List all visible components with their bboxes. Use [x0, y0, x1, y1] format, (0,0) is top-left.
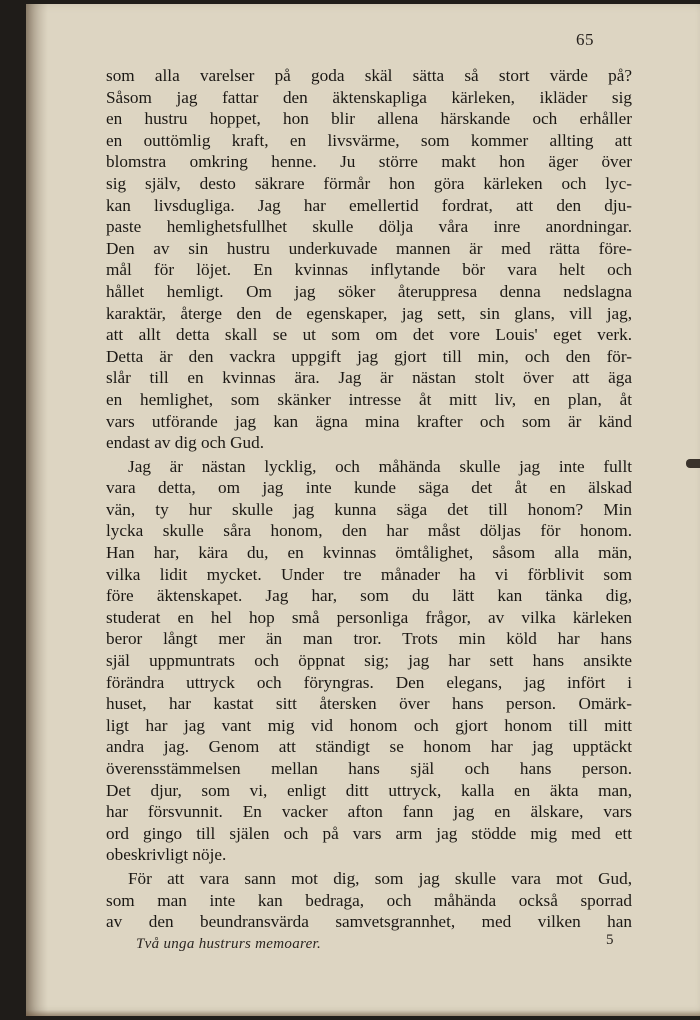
text-line: huset, har kastat sitt återsken över hans person. Omärk- — [106, 694, 632, 714]
text-line: beror långt mer än man tror. Trots min köld har hans — [106, 629, 632, 649]
text-line: Detta är den vackra uppgift jag gjort till min, och den för- — [106, 346, 632, 366]
text-line: Den av sin hustru underkuvade mannen är med rätta före- — [106, 238, 632, 258]
text-line: ord gingo till själen och på vars arm jag stödde mig med ett — [106, 823, 632, 843]
text-line: paste hemlighetsfullhet skulle dölja våra inre anordningar. — [106, 217, 632, 237]
text-line: av den beundransvärda samvetsgrannhet, med vilken han — [106, 912, 632, 932]
signature-mark: 5 — [606, 932, 614, 948]
paragraph — [106, 456, 632, 866]
text-line: mål för löjet. En kvinnas inflytande bör vara helt och — [106, 260, 632, 280]
book-page — [26, 4, 700, 1016]
text-line: som man inte kan bedraga, och måhända också sporrad — [106, 890, 632, 910]
text-line: endast av dig och Gud. — [106, 433, 264, 453]
text-line: karaktär, återge den de egenskaper, jag sett, sin glans, vill jag, — [106, 303, 632, 323]
page-edge-mark — [686, 459, 700, 468]
text-line: överensstämmelsen mellan hans själ och hans person. — [106, 759, 632, 778]
paragraph — [106, 65, 632, 454]
text-line: vars utförande jag kan ägna mina krafter och som är känd — [106, 411, 632, 431]
text-line: För att vara sann mot dig, som jag skulle vara mot Gud, — [128, 868, 632, 888]
body-text — [106, 65, 632, 933]
text-line: sig själv, desto säkrare förmår hon göra kärleken och lyc- — [106, 173, 632, 193]
text-line: själ uppmuntrats och öppnat sig; jag har sett hans ansikte — [106, 651, 632, 671]
text-line: kan livsdugliga. Jag har emellertid fordrat, att den dju- — [106, 195, 632, 215]
text-line: Jag är nästan lycklig, och måhända skulle jag inte fullt — [128, 456, 632, 476]
text-line: som alla varelser på goda skäl sätta så stort värde på? — [106, 66, 632, 85]
text-line: Såsom jag fattar den äktenskapliga kärleken, ikläder sig — [106, 87, 632, 107]
paragraph — [106, 868, 632, 933]
text-line: vara detta, om jag inte kunde säga det åt en älskad — [106, 478, 632, 498]
text-line: obeskrivligt nöje. — [106, 845, 227, 865]
text-line: ligt har jag vant mig vid honom och gjort honom till mitt — [106, 715, 632, 735]
text-line: före äktenskapet. Jag har, som du lätt kan tänka dig, — [106, 586, 632, 606]
text-line: en outtömlig kraft, en livsvärme, som kommer allting att — [106, 130, 632, 150]
text-line: förändra uttryck och föryngras. Den elegans, jag infört i — [106, 672, 632, 692]
text-line: hållet hemligt. Om jag söker återuppresa denna nedslagna — [106, 281, 632, 301]
running-footer-title: Två unga hustrurs memoarer. — [136, 936, 322, 952]
text-line: slår till en kvinnas ära. Jag är nästan stolt över att äga — [106, 368, 632, 388]
text-line: vilka lidit mycket. Under tre månader ha vi förblivit som — [106, 564, 632, 584]
text-line: Det djur, som vi, enligt ditt uttryck, kalla en äkta man, — [106, 780, 632, 800]
text-line: Han har, kära du, en kvinnas ömtålighet, såsom alla män, — [106, 543, 632, 563]
text-line: blomstra omkring henne. Ju större makt hon äger över — [106, 152, 632, 172]
text-line: lycka skulle såra honom, den har måst döljas för honom. — [106, 521, 632, 541]
text-line: studerat en hel hop små personliga frågor, av vilka kärleken — [106, 607, 632, 627]
page-bottom-edge — [26, 1010, 700, 1016]
text-line: en hustru hoppet, hon blir allena härskande och erhåller — [106, 109, 632, 129]
gutter-shadow — [26, 4, 48, 1016]
text-line: vän, ty hur skulle jag kunna säga det till honom? Min — [106, 499, 632, 519]
text-line: andra jag. Genom att ständigt se honom har jag upptäckt — [106, 737, 632, 757]
text-line: att allt detta skall se ut som om det vore Louis' eget verk. — [106, 325, 632, 345]
text-line: har försvunnit. En vacker afton fann jag en älskare, vars — [106, 802, 632, 822]
page-number: 65 — [576, 30, 594, 49]
text-line: en hemlighet, som skänker intresse åt mitt liv, en plan, åt — [106, 389, 632, 409]
